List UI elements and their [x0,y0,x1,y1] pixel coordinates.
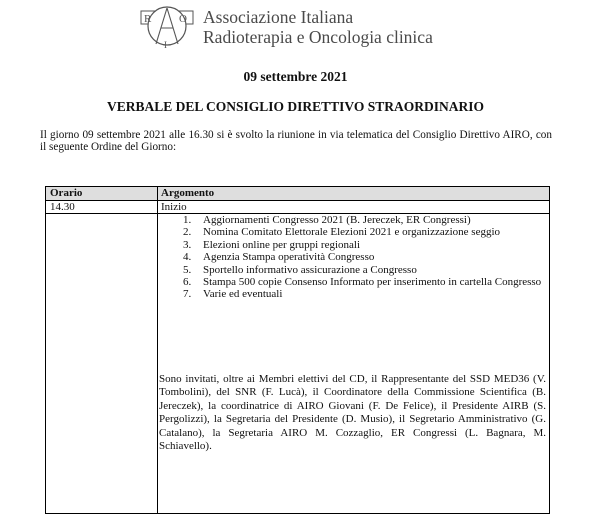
svg-text:R: R [144,13,152,25]
list-item [183,276,543,288]
organization-name-line1: Associazione Italiana [203,7,354,27]
item-text: Aggiornamenti Congresso 2021 (B. Jereczek, ER Congressi) [203,214,471,226]
intro-paragraph: Il giorno 09 settembre 2021 alle 16.30 si è svolto la riunione in via telematica del Consiglio Direttivo AIRO, con il seguente Ordine del Giorno: [40,129,552,153]
table-row [46,201,549,214]
list-item [183,226,543,238]
column-divider [157,187,158,513]
list-item [183,239,543,251]
item-number: 2. [183,226,192,239]
list-item [183,288,543,300]
item-number: 5. [183,263,192,276]
document-date: 09 settembre 2021 [243,69,348,84]
item-text: Agenzia Stampa operatività Congresso [203,251,375,264]
list-item [183,264,543,276]
item-number: 1. [183,214,192,226]
item-number: 4. [183,251,192,264]
row-label: Inizio [161,201,187,213]
item-text: Elezioni online per gruppi regionali [203,238,361,251]
list-item [183,214,543,226]
item-text: Stampa 500 copie Consenso Informato per inserimento in cartella Congresso [203,276,542,289]
item-number: 7. [183,288,192,301]
list-item [183,251,543,263]
organization-name-line2: Radioterapia e Oncologia clinica [203,27,433,47]
item-number: 3. [183,238,192,251]
row-time: 14.30 [50,201,75,213]
column-header-argomento: Argomento [161,187,215,199]
item-text: Varie ed eventuali [203,288,283,301]
document-title: VERBALE DEL CONSIGLIO DIRETTIVO STRAORDINARIO [106,99,485,114]
table-header-row [46,187,549,201]
item-number: 6. [183,276,192,289]
svg-text:I: I [164,40,167,50]
letterhead [140,4,460,50]
column-header-orario: Orario [50,187,83,199]
invited-paragraph: Sono invitati, oltre ai Membri elettivi del CD, il Rappresentante del SSD MED36 (V. Tombolini), del SNR (F. Lucà), il Coordinatore della Commissione Scientifica (B. Jereczek), la coordinatrice di AIRO Giovani (F. De Felice), il Presidente AIRB (S. Pergolizzi), la Segretaria del Presidente (D. Musio), il Segretario Amministrativo (G. Catalano), la Segretaria AIRO M. Cozzaglio, ER Congressi (L. Bagnara, M. Schiavello). [159,373,546,453]
airo-logo-icon [140,4,194,50]
item-text: Sportello informativo assicurazione a Congresso [203,263,417,276]
svg-text:O: O [179,13,187,25]
agenda-table [45,186,550,514]
agenda-list [183,214,543,301]
item-text: Nomina Comitato Elettorale Elezioni 2021 e organizzazione seggio [203,226,501,239]
